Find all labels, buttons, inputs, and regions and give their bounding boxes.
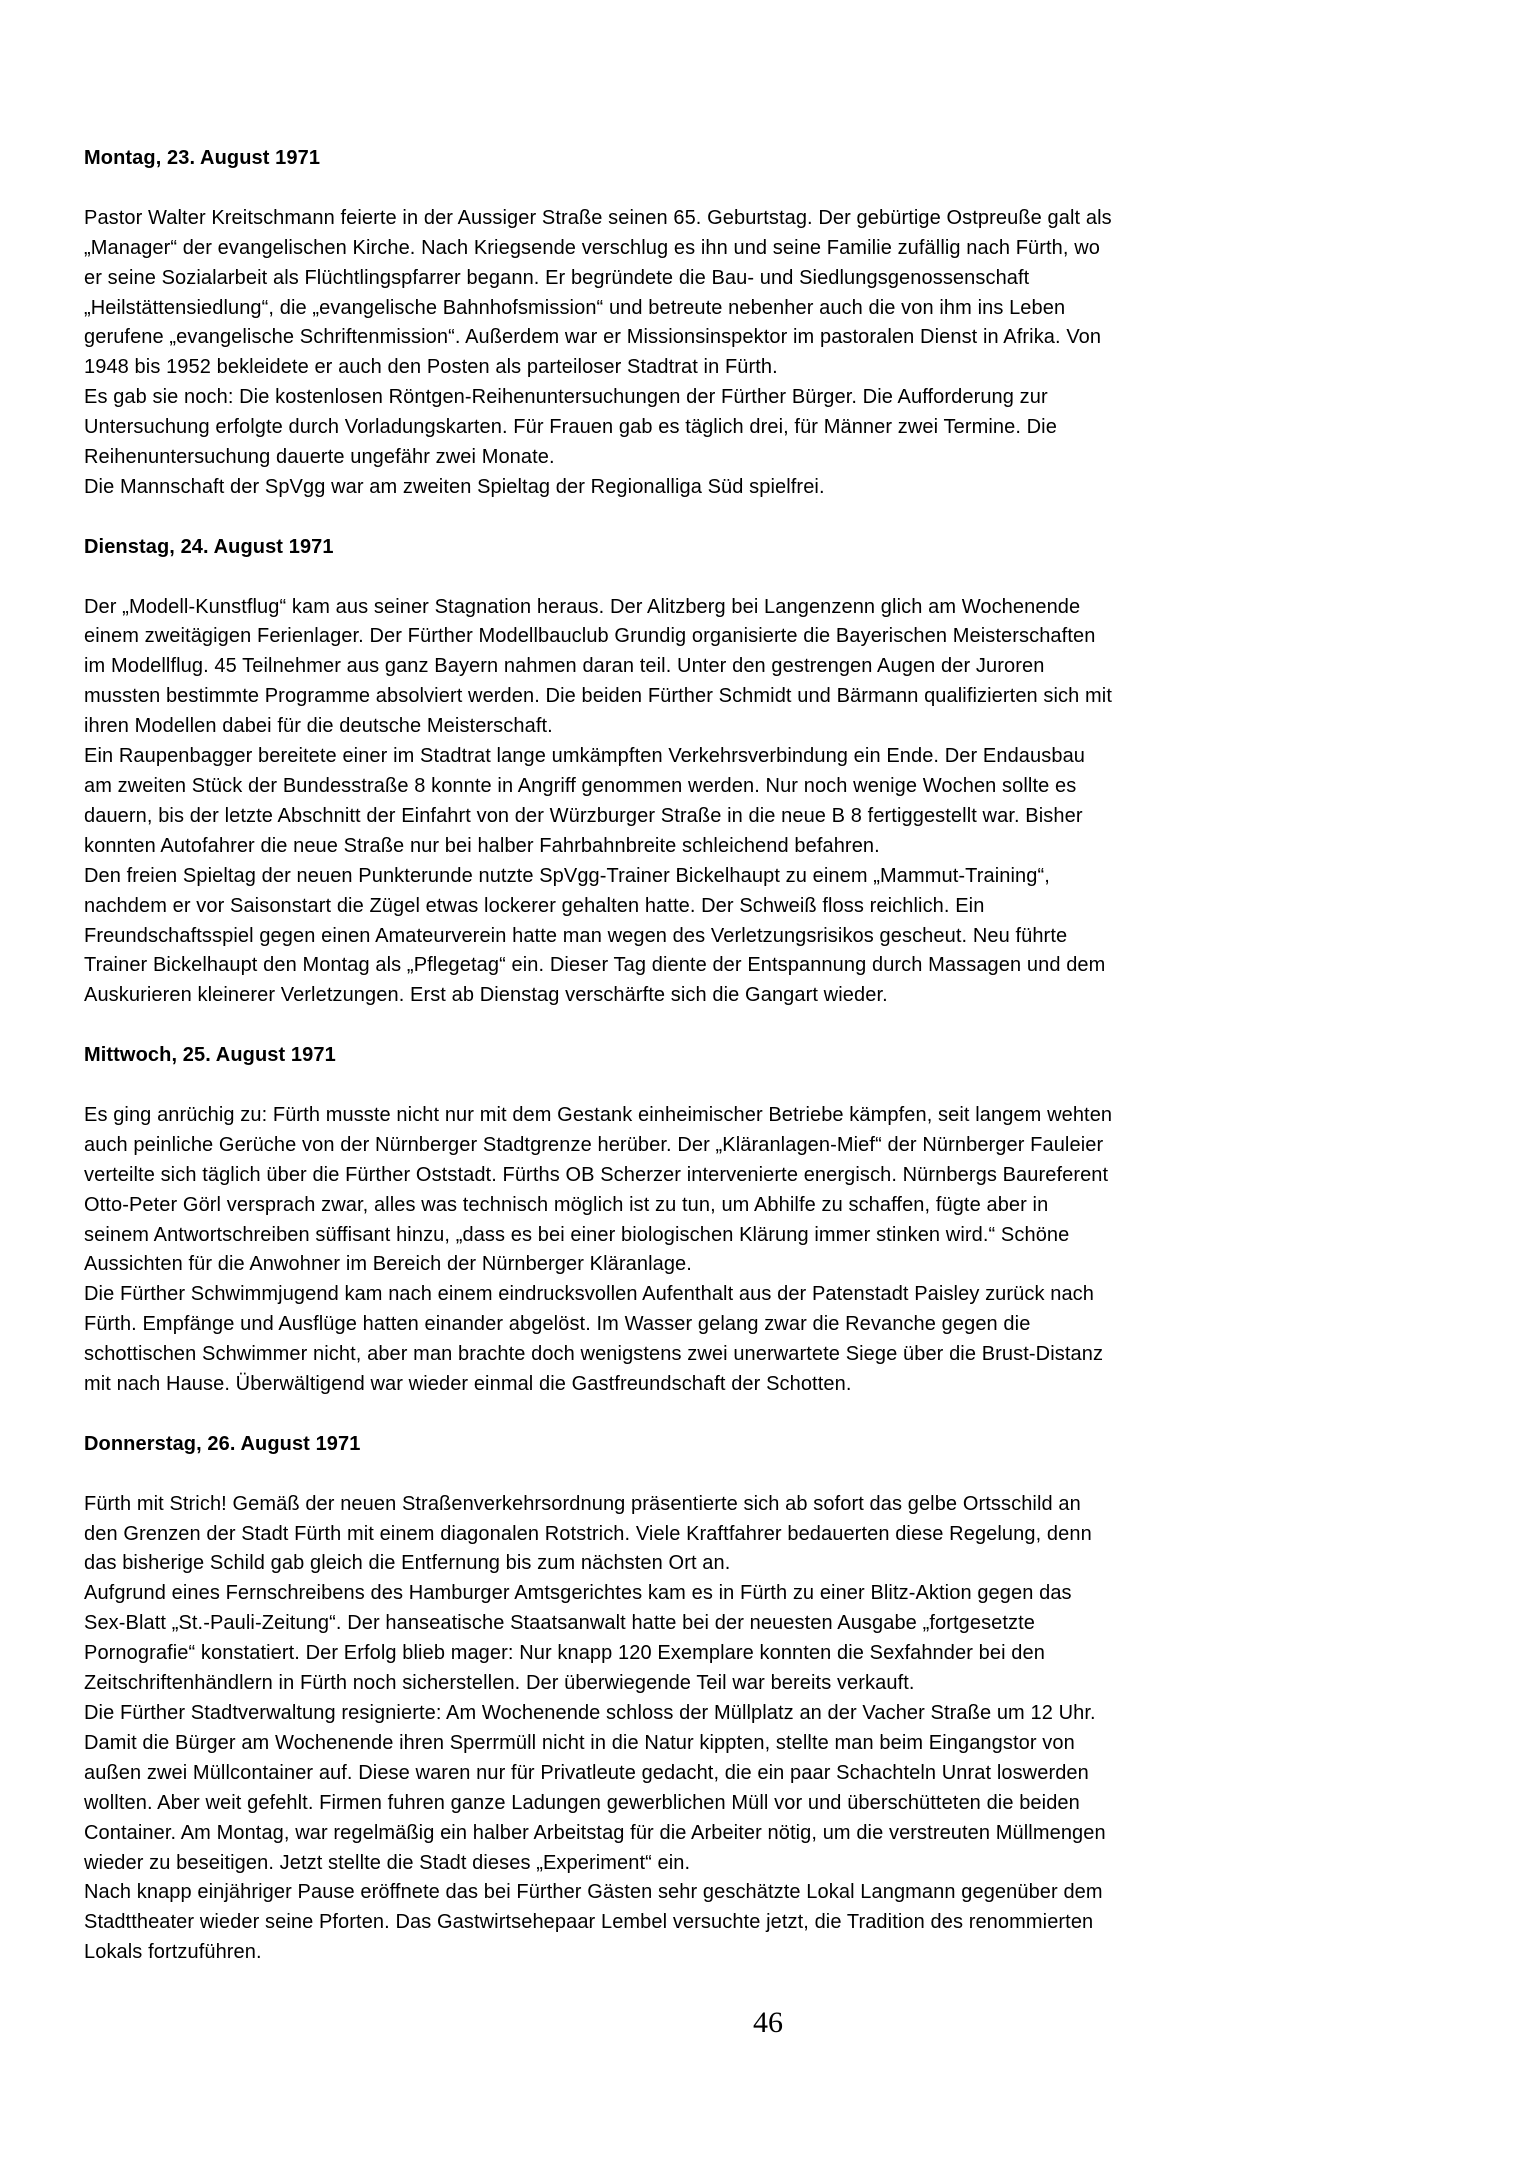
text-line: Reihenuntersuchung dauerte ungefähr zwei Monate.: [84, 446, 555, 469]
entry-body: [84, 204, 1506, 503]
text-line: Ein Raupenbagger bereitete einer im Stadtrat lange umkämpften Verkehrsverbindung ein Ende. Der Endausbau: [84, 745, 1086, 768]
text-line: den Grenzen der Stadt Fürth mit einem diagonalen Rotstrich. Viele Kraftfahrer bedauerten diese Regelung, denn: [84, 1522, 1092, 1545]
text-line: Die Mannschaft der SpVgg war am zweiten Spieltag der Regionalliga Süd spielfrei.: [84, 475, 825, 498]
entry-date-heading: Montag, 23. August 1971: [84, 147, 321, 169]
text-line: Zeitschriftenhändlern in Fürth noch sicherstellen. Der überwiegende Teil war bereits verkauft.: [84, 1672, 915, 1695]
text-line: mussten bestimmte Programme absolviert werden. Die beiden Fürther Schmidt und Bärmann qualifizierten sich mit: [84, 685, 1112, 708]
text-line: Pornografie“ konstatiert. Der Erfolg blieb mager: Nur knapp 120 Exemplare konnten die Sexfahnder bei den: [84, 1642, 1045, 1665]
text-line: gerufene „evangelische Schriftenmission“. Außerdem war er Missionsinspektor im pastoralen Dienst in Afrika. Von: [84, 326, 1102, 349]
text-line: Damit die Bürger am Wochenende ihren Sperrmüll nicht in die Natur kippten, stellte man beim Eingangstor von: [84, 1731, 1075, 1754]
text-line: nachdem er vor Saisonstart die Zügel etwas lockerer gehalten hatte. Der Schweiß floss reichlich. Ein: [84, 894, 985, 917]
text-line: wollten. Aber weit gefehlt. Firmen fuhren ganze Ladungen gewerblichen Müll vor und überschütteten die beiden: [84, 1791, 1080, 1814]
text-line: Fürth mit Strich! Gemäß der neuen Straßenverkehrsordnung präsentierte sich ab sofort das gelbe Ortsschild an: [84, 1492, 1081, 1515]
text-line: er seine Sozialarbeit als Flüchtlingspfarrer begann. Er begründete die Bau- und Siedlungsgenossenschaft: [84, 266, 1030, 289]
text-line: Nach knapp einjähriger Pause eröffnete das bei Fürther Gästen sehr geschätzte Lokal Langmann gegenüber dem: [84, 1881, 1103, 1904]
entry-body: [84, 1101, 1506, 1400]
entry-body: [84, 1490, 1506, 1969]
diary-entry: [84, 144, 1506, 503]
text-line: Container. Am Montag, war regelmäßig ein halber Arbeitstag für die Arbeiter nötig, um die verstreuten Müllmengen: [84, 1821, 1106, 1844]
entry-body: [84, 593, 1506, 1012]
text-line: im Modellflug. 45 Teilnehmer aus ganz Bayern nahmen daran teil. Unter den gestrengen Augen der Juroren: [84, 655, 1045, 678]
text-line: das bisherige Schild gab gleich die Entfernung bis zum nächsten Ort an.: [84, 1552, 731, 1575]
text-line: verteilte sich täglich über die Fürther Oststadt. Fürths OB Scherzer intervenierte energisch. Nürnbergs Baureferent: [84, 1163, 1109, 1186]
text-line: Der „Modell-Kunstflug“ kam aus seiner Stagnation heraus. Der Alitzberg bei Langenzenn glich am Wochenende: [84, 595, 1081, 618]
text-line: Pastor Walter Kreitschmann feierte in der Aussiger Straße seinen 65. Geburtstag. Der gebürtige Ostpreuße galt als: [84, 206, 1112, 229]
entry-date-heading: Dienstag, 24. August 1971: [84, 535, 334, 558]
text-line: konnten Autofahrer die neue Straße nur bei halber Fahrbahnbreite schleichend befahren.: [84, 834, 880, 857]
text-line: Untersuchung erfolgte durch Vorladungskarten. Für Frauen gab es täglich drei, für Männer zwei Termine. Die: [84, 416, 1057, 439]
diary-entry: [84, 1430, 1506, 1968]
text-line: 1948 bis 1952 bekleidete er auch den Posten als parteiloser Stadtrat in Fürth.: [84, 356, 778, 379]
text-line: Die Fürther Schwimmjugend kam nach einem eindrucksvollen Aufenthalt aus der Patenstadt Paisley zurück nach: [84, 1283, 1095, 1306]
text-line: schottischen Schwimmer nicht, aber man brachte doch wenigstens zwei unerwartete Siege über die Brust-Distanz: [84, 1343, 1104, 1366]
text-line: „Heilstättensiedlung“, die „evangelische Bahnhofsmission“ und betreute nebenher auch die von ihm ins Leben: [84, 296, 1066, 319]
page-number: 46: [753, 2006, 783, 2039]
text-line: Es ging anrüchig zu: Fürth musste nicht nur mit dem Gestank einheimischer Betriebe kämpfen, seit langem wehten: [84, 1103, 1113, 1126]
text-line: mit nach Hause. Überwältigend war wieder einmal die Gastfreundschaft der Schotten.: [84, 1373, 852, 1396]
text-line: einem zweitägigen Ferienlager. Der Fürther Modellbauclub Grundig organisierte die Bayerischen Meisterschaften: [84, 625, 1096, 648]
text-line: Den freien Spieltag der neuen Punkterunde nutzte SpVgg-Trainer Bickelhaupt zu einem „Mammut-Training“,: [84, 864, 1050, 887]
entry-date-heading: Mittwoch, 25. August 1971: [84, 1044, 336, 1067]
text-line: am zweiten Stück der Bundesstraße 8 konnte in Angriff genommen werden. Nur noch wenige Wochen sollte es: [84, 774, 1077, 797]
text-line: seinem Antwortschreiben süffisant hinzu, „dass es bei einer biologischen Klärung immer stinken wird.“ Schöne: [84, 1223, 1070, 1246]
text-line: ihren Modellen dabei für die deutsche Meisterschaft.: [84, 715, 553, 738]
text-line: Sex-Blatt „St.-Pauli-Zeitung“. Der hanseatische Staatsanwalt hatte bei der neuesten Ausgabe „fortgesetzte: [84, 1612, 1036, 1635]
text-line: Aussichten für die Anwohner im Bereich der Nürnberger Kläranlage.: [84, 1253, 692, 1276]
text-line: Aufgrund eines Fernschreibens des Hamburger Amtsgerichtes kam es in Fürth zu einer Blitz-Aktion gegen das: [84, 1582, 1072, 1605]
text-line: auch peinliche Gerüche von der Nürnberger Stadtgrenze herüber. Der „Kläranlagen-Mief“ der Nürnberger Fauleier: [84, 1133, 1104, 1156]
diary-entry: [84, 533, 1506, 1011]
text-line: wieder zu beseitigen. Jetzt stellte die Stadt dieses „Experiment“ ein.: [84, 1851, 691, 1874]
diary-entry: [84, 1041, 1506, 1400]
text-line: „Manager“ der evangelischen Kirche. Nach Kriegsende verschlug es ihn und seine Familie zufällig nach Fürth, wo: [84, 236, 1100, 259]
text-line: Es gab sie noch: Die kostenlosen Röntgen-Reihenuntersuchungen der Fürther Bürger. Die Aufforderung zur: [84, 386, 1048, 409]
text-line: außen zwei Müllcontainer auf. Diese waren nur für Privatleute gedacht, die ein paar Schachteln Unrat loswerden: [84, 1761, 1089, 1784]
text-line: Trainer Bickelhaupt den Montag als „Pflegetag“ ein. Dieser Tag diente der Entspannung durch Massagen und dem: [84, 954, 1106, 977]
text-line: dauern, bis der letzte Abschnitt der Einfahrt von der Würzburger Straße in die neue B 8 fertiggestellt war. Bisher: [84, 804, 1083, 827]
text-line: Die Fürther Stadtverwaltung resignierte: Am Wochenende schloss der Müllplatz an der Vacher Straße um 12 Uhr.: [84, 1702, 1096, 1725]
text-line: Freundschaftsspiel gegen einen Amateurverein hatte man wegen des Verletzungsrisikos gescheut. Neu führte: [84, 924, 1068, 947]
text-line: Fürth. Empfänge und Ausflüge hatten einander abgelöst. Im Wasser gelang zwar die Revanche gegen die: [84, 1313, 1031, 1336]
text-line: Stadttheater wieder seine Pforten. Das Gastwirtsehepaar Lembel versuchte jetzt, die Tradition des renommierten: [84, 1911, 1094, 1934]
document-content: [84, 144, 1506, 1998]
entry-date-heading: Donnerstag, 26. August 1971: [84, 1432, 361, 1455]
text-line: Lokals fortzuführen.: [84, 1941, 262, 1964]
text-line: Otto-Peter Görl versprach zwar, alles was technisch möglich ist zu tun, um Abhilfe zu schaffen, fügte aber in: [84, 1193, 1049, 1216]
text-line: Auskurieren kleinerer Verletzungen. Erst ab Dienstag verschärfte sich die Gangart wieder.: [84, 984, 888, 1007]
